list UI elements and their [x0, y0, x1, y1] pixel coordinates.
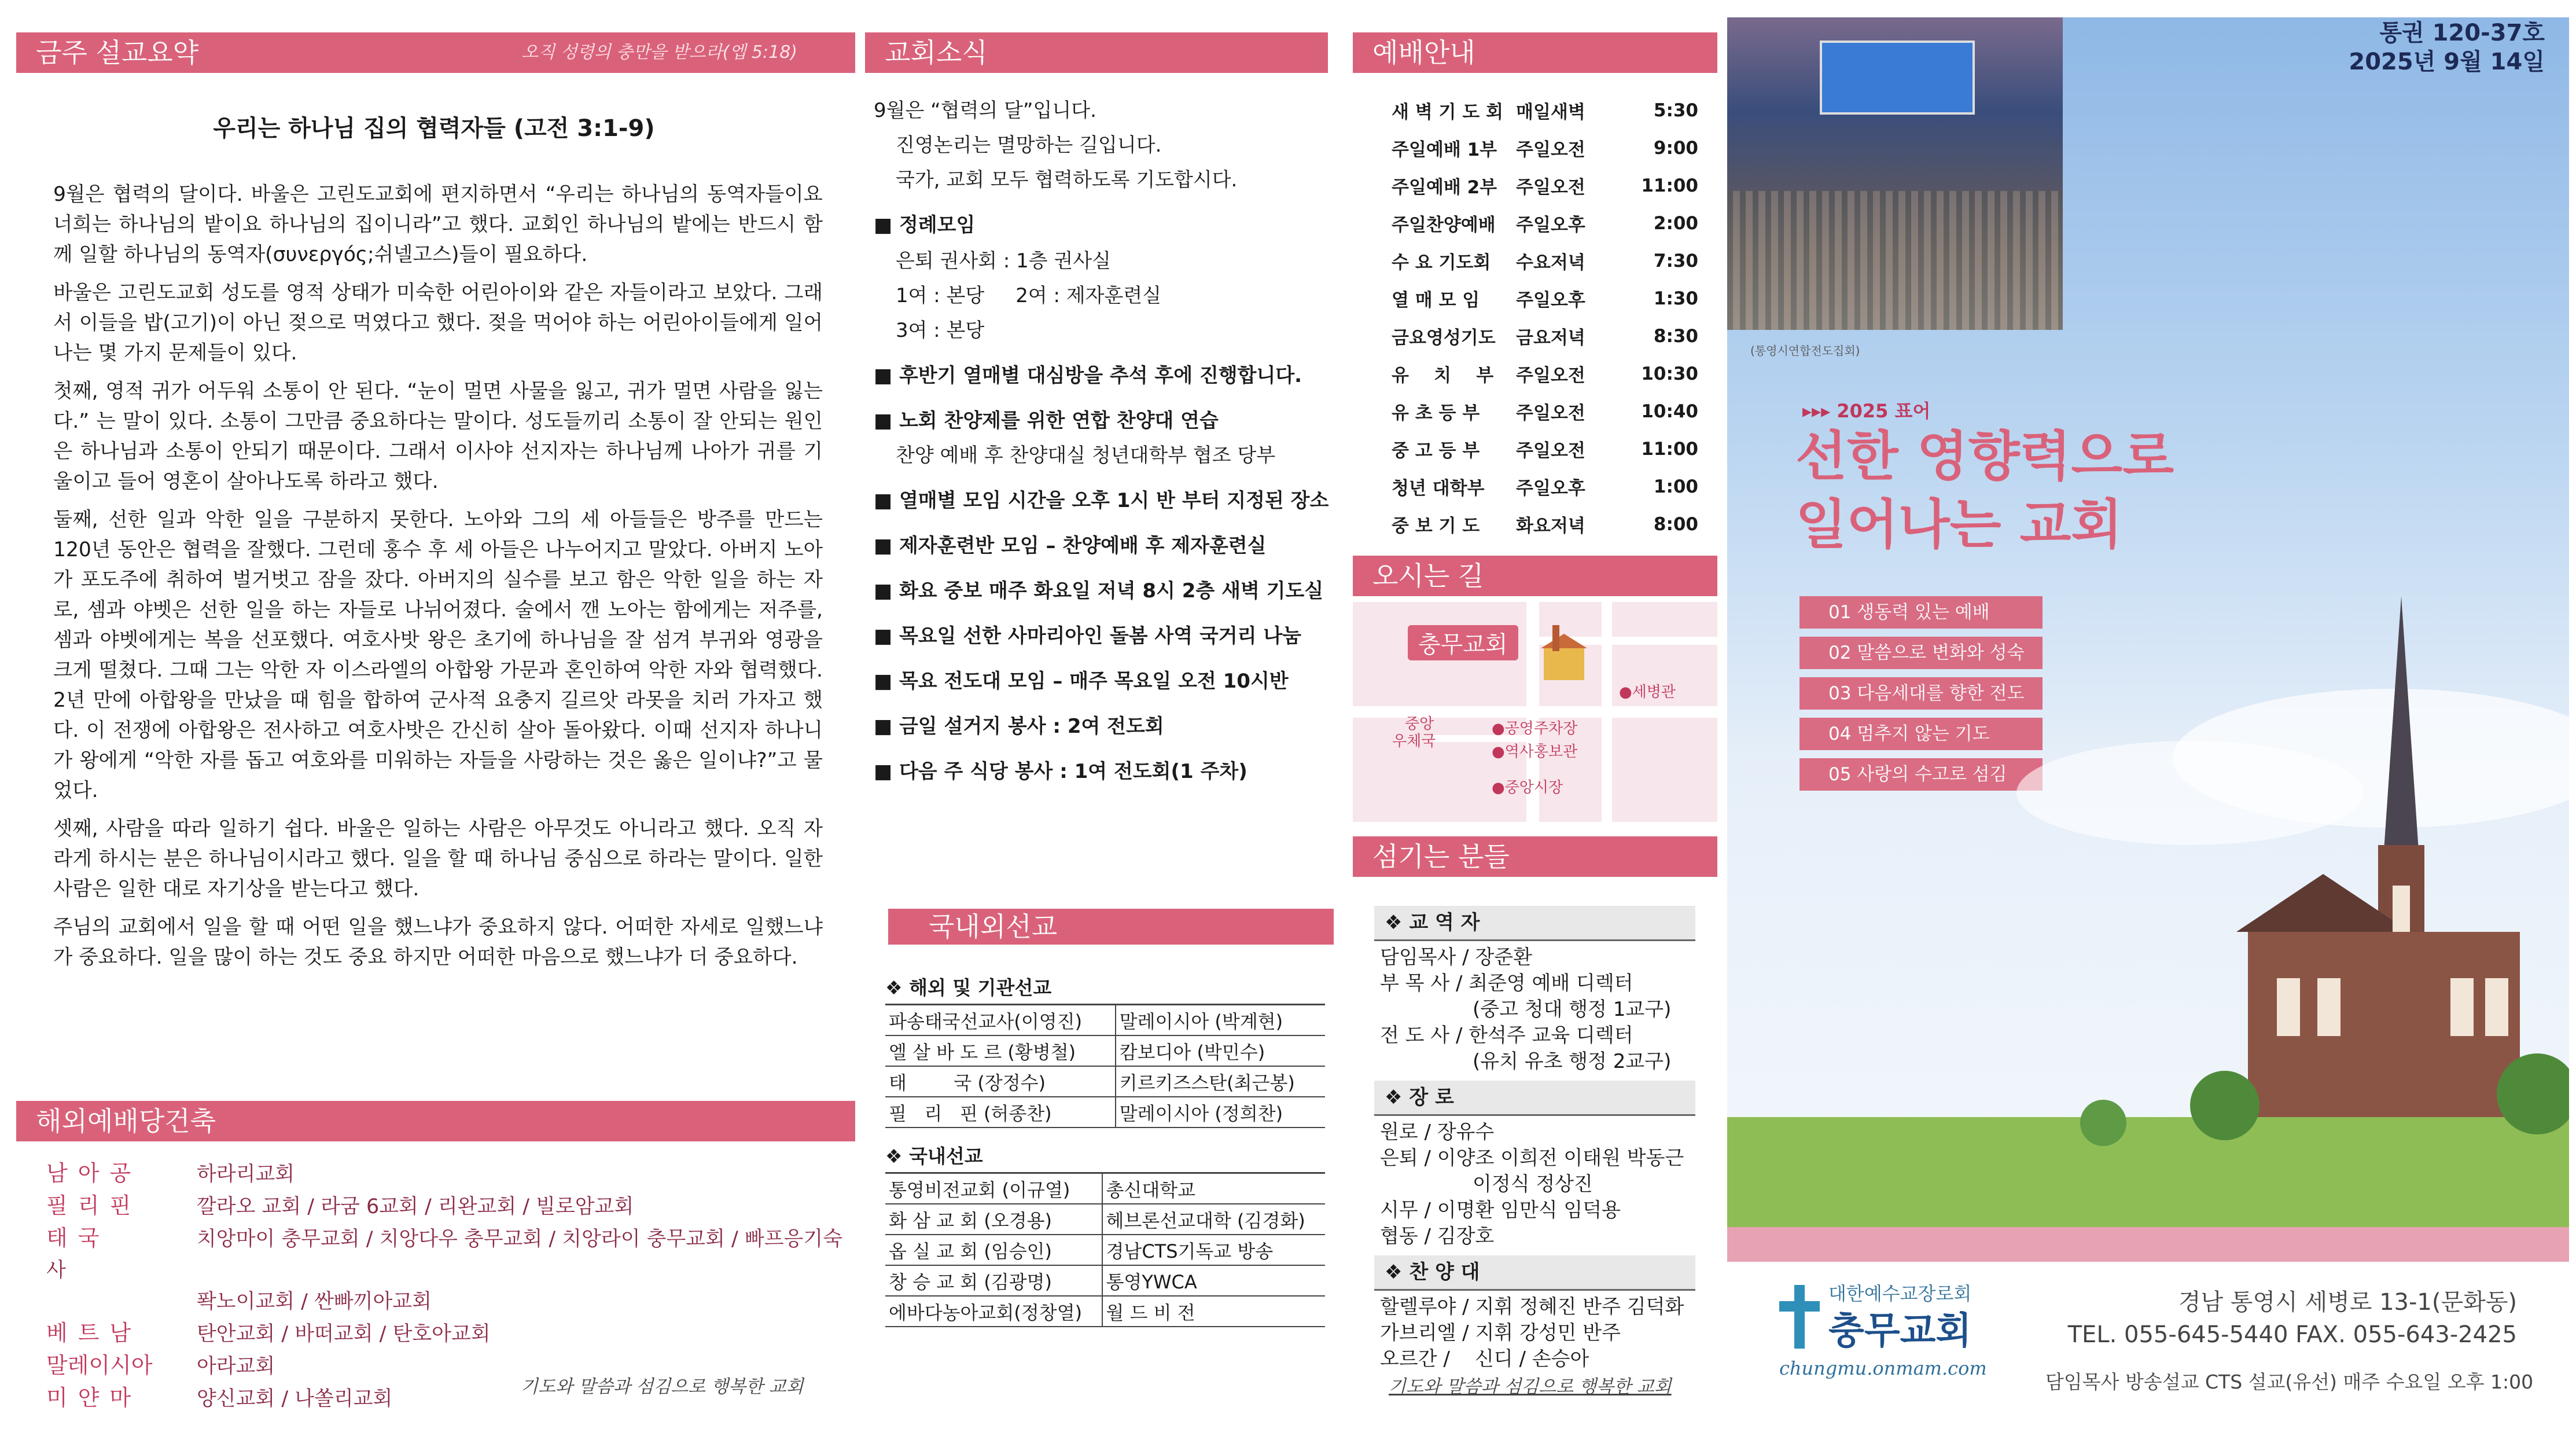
news-item: ■ 열매별 모임 시간을 오후 1시 반 부터 지정된 장소 — [874, 489, 1329, 512]
list-item: 은퇴 / 이양조 이희전 이태원 박동근 — [1380, 1147, 1684, 1170]
mission-country: 태국 — [46, 1225, 110, 1251]
mission-country: 베트남 — [46, 1320, 142, 1346]
table-row — [885, 1097, 1325, 1128]
news-item: ■ 금일 설거지 봉사 : 2여 전도회 — [874, 715, 1164, 738]
worship-day: 주일오전 — [1516, 440, 1585, 461]
mission-churches: 깔라오 교회 / 라굼 6교회 / 리완교회 / 빌로암교회 — [197, 1195, 634, 1218]
map-label: ●세병관 — [1619, 684, 1676, 701]
table-row — [885, 1066, 1325, 1097]
theme-item: 05 사랑의 수고로 섬김 — [1799, 758, 2043, 791]
mission-country: 남아공 — [46, 1160, 142, 1186]
missions-footer: 기도와 말씀과 섬김으로 행복한 교회 — [521, 1376, 804, 1397]
list-item: 담임목사 / 장준환 — [1380, 946, 1532, 969]
worship-time: 5:30 — [1653, 100, 1698, 121]
worship-name: 중 보 기 도 — [1392, 516, 1480, 537]
table-row — [885, 1035, 1325, 1066]
news-item: 찬양 예배 후 찬양대실 청년대학부 협조 당부 — [896, 444, 1276, 467]
table-row — [1392, 129, 1698, 167]
news-item: ■ 목요일 선한 사마리아인 돌봄 사역 국거리 나눔 — [874, 625, 1302, 648]
church-illustration — [1727, 585, 2569, 1262]
list-item: 부 목 사 / 최준영 예배 디렉터 — [1380, 972, 1633, 995]
sermon-body — [53, 179, 823, 980]
phone-fax: TEL. 055-645-5440 FAX. 055-643-2425 — [2067, 1321, 2517, 1348]
theme-item: 03 다음세대를 향한 전도 — [1799, 677, 2043, 710]
worship-day: 주일오전 — [1516, 365, 1585, 386]
table-row — [885, 1204, 1325, 1235]
table-row — [1392, 468, 1698, 505]
mission-churches: 양신교회 / 나쏠리교회 — [197, 1387, 393, 1411]
choir-list — [1374, 1291, 1695, 1372]
worship-name: 청년 대학부 — [1392, 478, 1485, 499]
worship-name: 유 치 부 — [1392, 365, 1494, 386]
table-cell: 창 승 교 회 (김광명) — [885, 1265, 1102, 1296]
table-row — [1392, 505, 1698, 543]
news-item: 은퇴 권사회 : 1층 권사실 — [896, 249, 1111, 273]
worship-time: 7:30 — [1653, 250, 1698, 271]
revival-photo — [1727, 17, 2063, 330]
table-row — [885, 1005, 1325, 1036]
news-item: ■ 후반기 열매별 대심방을 추석 후에 진행합니다. — [874, 364, 1302, 387]
table-row — [1392, 91, 1698, 129]
overseas-title: ❖ 해외 및 기관선교 — [885, 976, 1052, 999]
servants-footer: 기도와 말씀과 섬김으로 행복한 교회 — [1389, 1376, 1672, 1397]
website-link[interactable]: chungmu.onmam.com — [1779, 1357, 1987, 1379]
news-item: 국가, 교회 모두 협력하도록 기도합시다. — [896, 168, 1238, 192]
missions-header: 해외예배당건축 — [36, 1106, 216, 1137]
worship-day: 주일오전 — [1516, 139, 1585, 160]
table-cell: 태 국 (장정수) — [885, 1066, 1116, 1097]
worship-header-bar — [1353, 32, 1717, 73]
sermon-paragraph: 바울은 고린도교회 성도를 영적 상태가 미숙한 어린아이와 같은 자들이라고 보았다. 그래서 이들을 밥(고기)이 아닌 젖으로 먹였다고 했다. 젖을 먹어야 하는 어린아이들에게 일어나는 몇 가지 문제들이 있다. — [53, 281, 823, 365]
worship-name: 주일찬양예배 — [1392, 215, 1496, 236]
worship-day: 주일오전 — [1516, 177, 1585, 198]
worship-day: 매일새벽 — [1516, 102, 1585, 123]
list-item: 할렐루야 / 지휘 정혜진 반주 김덕화 — [1380, 1295, 1684, 1319]
mission-churches: 치앙마이 충무교회 / 치앙다우 충무교회 / 치앙라이 충무교회 / 빠프응기숙사 — [46, 1228, 842, 1282]
table-row — [1392, 317, 1698, 355]
photo-caption: (통영시연합전도집회) — [1750, 344, 1860, 358]
list-item: 원로 / 장유수 — [1380, 1121, 1495, 1144]
worship-table — [1392, 91, 1698, 543]
sermon-paragraph: 셋째, 사람을 따라 일하기 쉽다. 바울은 일하는 사람은 아무것도 아니라고 했다. 오직 자라게 하시는 분은 하나님이시라고 했다. 일을 할 때 하나님 중심으로 하라는 말이다. 일한 사람은 일한 대로 자기상을 받는다고 했다. — [53, 817, 823, 901]
table-row — [885, 1173, 1325, 1204]
map-label: 우체국 — [1392, 733, 1436, 750]
table-cell: 엘 살 바 도 르 (황병철) — [885, 1035, 1116, 1066]
table-cell: 캄보디아 (박민수) — [1116, 1035, 1325, 1066]
table-cell: 경남CTS기독교 방송 — [1102, 1235, 1326, 1265]
worship-day: 주일오후 — [1516, 478, 1585, 499]
mission-country: 미얀마 — [46, 1385, 142, 1411]
overseas-table — [885, 1004, 1325, 1128]
worship-time: 1:30 — [1653, 288, 1698, 309]
table-cell: 옵 실 교 회 (임승인) — [885, 1235, 1102, 1265]
motto — [1795, 423, 2174, 559]
elders-title: ❖ 장 로 — [1374, 1081, 1695, 1116]
map-label: ●중앙시장 — [1492, 779, 1563, 796]
worship-day: 주일오전 — [1516, 403, 1585, 424]
table-row — [885, 1235, 1325, 1265]
table-cell: 헤브론선교대학 (김경화) — [1102, 1204, 1326, 1235]
church-name: 충무교회 — [1828, 1310, 1972, 1353]
news-item: 1여 : 본당 2여 : 제자훈련실 — [896, 284, 1162, 307]
cross-logo-icon — [1779, 1285, 1820, 1349]
news-item: ■ 제자훈련반 모임 – 찬양예배 후 제자훈련실 — [874, 534, 1267, 557]
worship-time: 10:40 — [1641, 401, 1698, 422]
table-cell: 말레이시아 (정희찬) — [1116, 1097, 1325, 1128]
list-item: 협동 / 김장호 — [1380, 1225, 1495, 1248]
mission-churches: 하라리교회 — [197, 1163, 295, 1186]
worship-day: 금요저녁 — [1516, 328, 1585, 348]
table-cell: 필 리 핀 (허종찬) — [885, 1097, 1116, 1128]
mission-country: 필리핀 — [46, 1193, 142, 1218]
elders-list — [1374, 1116, 1695, 1255]
news-item: ■ 노회 찬양제를 위한 연합 찬양대 연습 — [874, 409, 1219, 432]
worship-name: 중 고 등 부 — [1392, 440, 1480, 461]
servants-section — [1374, 906, 1695, 1372]
directions-map[interactable] — [1353, 602, 1717, 822]
table-cell: 월 드 비 전 — [1102, 1296, 1326, 1327]
list-item: 가브리엘 / 지휘 강성민 반주 — [1380, 1321, 1621, 1345]
theme-item: 01 생동력 있는 예배 — [1799, 596, 2043, 629]
table-row — [1392, 167, 1698, 204]
servants-header: 섬기는 분들 — [1372, 841, 1510, 872]
news-item: 9월은 “협력의 달”입니다. — [874, 99, 1096, 122]
table-row — [885, 1265, 1325, 1296]
news-item: 3여 : 본당 — [896, 319, 985, 342]
sermon-title: 우리는 하나님 집의 협력자들 (고전 3:1-9) — [213, 115, 655, 142]
table-cell: 에바다농아교회(정창열) — [885, 1296, 1102, 1327]
stage-screen — [1820, 41, 1975, 115]
table-row — [1392, 430, 1698, 468]
mission-country: 말레이시아 — [46, 1353, 153, 1378]
list-item — [46, 1158, 845, 1190]
table-row — [1392, 242, 1698, 280]
sermon-header: 금주 설교요약 — [36, 37, 199, 68]
table-row — [885, 1296, 1325, 1327]
broadcast-info: 담임목사 방송설교 CTS 설교(유선) 매주 수요일 오후 1:00 — [2045, 1371, 2534, 1393]
worship-name: 금요영성기도 — [1392, 328, 1496, 348]
domestic-title: ❖ 국내선교 — [885, 1145, 983, 1167]
issue-date: 2025년 9월 14일 — [2349, 49, 2545, 75]
worship-time: 8:00 — [1653, 513, 1698, 535]
church-building-icon — [1541, 625, 1587, 680]
sermon-header-verse: 오직 성령의 충만을 받으라(엡 5:18) — [521, 42, 797, 63]
table-cell: 파송태국선교사(이영진) — [885, 1005, 1116, 1036]
motto-label: ▸▸▸ 2025 표어 — [1802, 400, 1931, 422]
list-item: 오르간 / 신디 / 손승아 — [1380, 1347, 1589, 1371]
table-cell: 통영비전교회 (이규열) — [885, 1173, 1102, 1204]
worship-name: 주일예배 1부 — [1392, 139, 1497, 160]
theme-item: 04 멈추지 않는 기도 — [1799, 718, 2043, 750]
list-item: (중고 청대 행정 1교구) — [1473, 998, 1672, 1021]
worship-day: 주일오후 — [1516, 215, 1585, 236]
sermon-header-bar — [16, 32, 855, 73]
map-label: ●역사홍보관 — [1492, 743, 1578, 761]
table-cell: 말레이시아 (박계현) — [1116, 1005, 1325, 1036]
worship-time: 10:30 — [1641, 363, 1698, 384]
list-item — [46, 1190, 845, 1222]
cover-panel — [1727, 17, 2569, 1262]
mission-churches: 탄안교회 / 바떠교회 / 탄호아교회 — [197, 1323, 491, 1346]
news-list — [874, 96, 1348, 802]
worship-name: 유 초 등 부 — [1392, 403, 1480, 424]
support-header: 국내외선교 — [929, 911, 1058, 942]
choir-title: ❖ 찬 양 대 — [1374, 1255, 1695, 1291]
contact-info — [2060, 1286, 2517, 1351]
table-cell: 통영YWCA — [1102, 1265, 1326, 1296]
map-label: ●공영주차장 — [1492, 720, 1578, 737]
issue-number: 통권 120-37호 — [2379, 20, 2545, 46]
theme-item: 02 말씀으로 변화와 성숙 — [1799, 637, 2043, 669]
list-item — [46, 1317, 845, 1350]
list-item: 이정식 정상진 — [1473, 1173, 1593, 1196]
pastors-title: ❖ 교 역 자 — [1374, 906, 1695, 941]
list-item: 전 도 사 / 한석주 교육 디렉터 — [1380, 1024, 1633, 1047]
sermon-paragraph: 9월은 협력의 달이다. 바울은 고린도교회에 편지하면서 “우리는 하나님의 동역자들이요 너희는 하나님의 밭이요 하나님의 집이니라”고 했다. 교회인 하나님의 밭에는 반드시 함께 일할 하나님의 동역자(συνεργός;쉬넬고스)들이 필요하다. — [53, 183, 823, 266]
news-header: 교회소식 — [885, 37, 988, 68]
worship-name: 열 매 모 임 — [1392, 290, 1480, 311]
missions-header-bar — [16, 1101, 855, 1141]
worship-day: 주일오후 — [1516, 290, 1585, 311]
list-item — [46, 1286, 845, 1317]
table-cell: 키르키즈스탄(최근봉) — [1116, 1066, 1325, 1097]
support-section — [885, 972, 1325, 1327]
news-item: ■ 화요 중보 매주 화요일 저녁 8시 2층 새벽 기도실 — [874, 579, 1324, 603]
worship-time: 11:00 — [1641, 175, 1698, 196]
worship-name: 수 요 기도회 — [1392, 252, 1491, 273]
sermon-paragraph: 주님의 교회에서 일을 할 때 어떤 일을 했느냐가 중요하지 않다. 어떠한 자세로 일했느냐가 중요하다. 일을 많이 하는 것도 중요 하지만 어떠한 마음으로 했느냐가 더 중요하다. — [53, 916, 823, 969]
worship-time: 8:30 — [1653, 325, 1698, 347]
mission-churches: 퐉노이교회 / 싼빠끼아교회 — [197, 1290, 432, 1313]
mission-churches: 아라교회 — [197, 1355, 275, 1378]
support-header-bar — [888, 909, 1334, 945]
motto-line1: 선한 영향력으로 — [1795, 425, 2174, 487]
sermon-paragraph: 둘째, 선한 일과 악한 일을 구분하지 못한다. 노아와 그의 세 아들들은 방주를 만드는 120년 동안은 협력을 잘했다. 그런데 홍수 후 세 아들은 나누어지고 말았다. 아버지 노아가 포도주에 취하여 벌거벗고 잠을 잤다. 아버지의 실수를 보고 함은 악한 일을 하는 자로, 셈과 야벳은 선한 일을 하는 자들로 나뉘어졌다. 술에서 깬 노아는 함에게는 저주를, 셈과 야벳에게는 복을 선포했다. 여호사밧 왕은 초기에 하나님을 잘 섬겨 부귀와 영광을 크게 떨쳤다. 그때 그는 악한 자 이스라엘의 아합왕 가문과 혼인하여 악한 자와 협력했다. 2년 만에 아합왕을 만났을 때 힘을 합하여 군사적 요충지 길르앗 라못을 치러 가자고 했다. 이 전쟁에 아합왕은 전사하고 여호사밧은 간신히 살아 돌아왔다. 이때 선지자 하나니가 왕에게 “악한 자를 돕고 여호와를 미워하는 자들을 사랑하는 것은 옳은 일이냐?”고 물었다. — [53, 508, 823, 802]
worship-time: 1:00 — [1653, 476, 1698, 497]
news-item: ■ 정례모임 — [874, 214, 976, 237]
issue-info — [2349, 19, 2545, 76]
news-header-bar — [865, 32, 1328, 73]
table-cell: 총신대학교 — [1102, 1173, 1326, 1204]
directions-header: 오시는 길 — [1372, 560, 1484, 592]
motto-line2: 일어나는 교회 — [1795, 494, 2123, 556]
church-building — [2236, 596, 2520, 1117]
table-row — [1392, 392, 1698, 430]
pastors-list — [1374, 941, 1695, 1081]
table-row — [1392, 204, 1698, 242]
worship-time: 9:00 — [1653, 137, 1698, 159]
congregation — [1727, 191, 2063, 330]
table-row — [1392, 355, 1698, 392]
directions-header-bar — [1353, 556, 1717, 596]
news-item: 진영논리는 멸망하는 길입니다. — [896, 134, 1162, 157]
worship-day: 수요저녁 — [1516, 252, 1585, 273]
address: 경남 통영시 세병로 13-1(문화동) — [2178, 1289, 2517, 1316]
map-church-label: 충무교회 — [1408, 625, 1518, 660]
list-item: (유치 유초 행정 2교구) — [1473, 1050, 1672, 1073]
worship-day: 화요저녁 — [1516, 516, 1585, 537]
table-row — [1392, 280, 1698, 317]
worship-time: 2:00 — [1653, 212, 1698, 234]
table-cell: 화 삼 교 회 (오경용) — [885, 1204, 1102, 1235]
worship-name: 새 벽 기 도 회 — [1392, 102, 1503, 123]
list-item: 시무 / 이명환 임만식 임덕용 — [1380, 1199, 1621, 1222]
sermon-paragraph: 첫째, 영적 귀가 어두워 소통이 안 된다. “눈이 멀면 사물을 잃고, 귀가 멀면 사람을 잃는다.” 는 말이 있다. 소통이 그만큼 중요하다는 말이다. 성도들끼리 소통이 잘 안되는 원인은 하나님과 소통이 안되기 때문이다. 그래서 이사야 선지자는 하나님께 나아가 귀를 기울이고 들어 영혼이 살아나도록 하라고 했다. — [53, 380, 823, 493]
news-item: ■ 다음 주 식당 봉사 : 1여 전도회(1 주차) — [874, 760, 1247, 783]
worship-header: 예배안내 — [1372, 37, 1475, 68]
domestic-table — [885, 1172, 1325, 1327]
servants-header-bar — [1353, 836, 1717, 877]
worship-time: 11:00 — [1641, 438, 1698, 460]
list-item — [46, 1222, 845, 1286]
denomination: 대한예수교장로회 — [1828, 1283, 1972, 1305]
news-item: ■ 목요 전도대 모임 – 매주 목요일 오전 10시반 — [874, 670, 1289, 693]
map-label: 중앙 — [1405, 715, 1434, 733]
worship-name: 주일예배 2부 — [1392, 177, 1497, 198]
